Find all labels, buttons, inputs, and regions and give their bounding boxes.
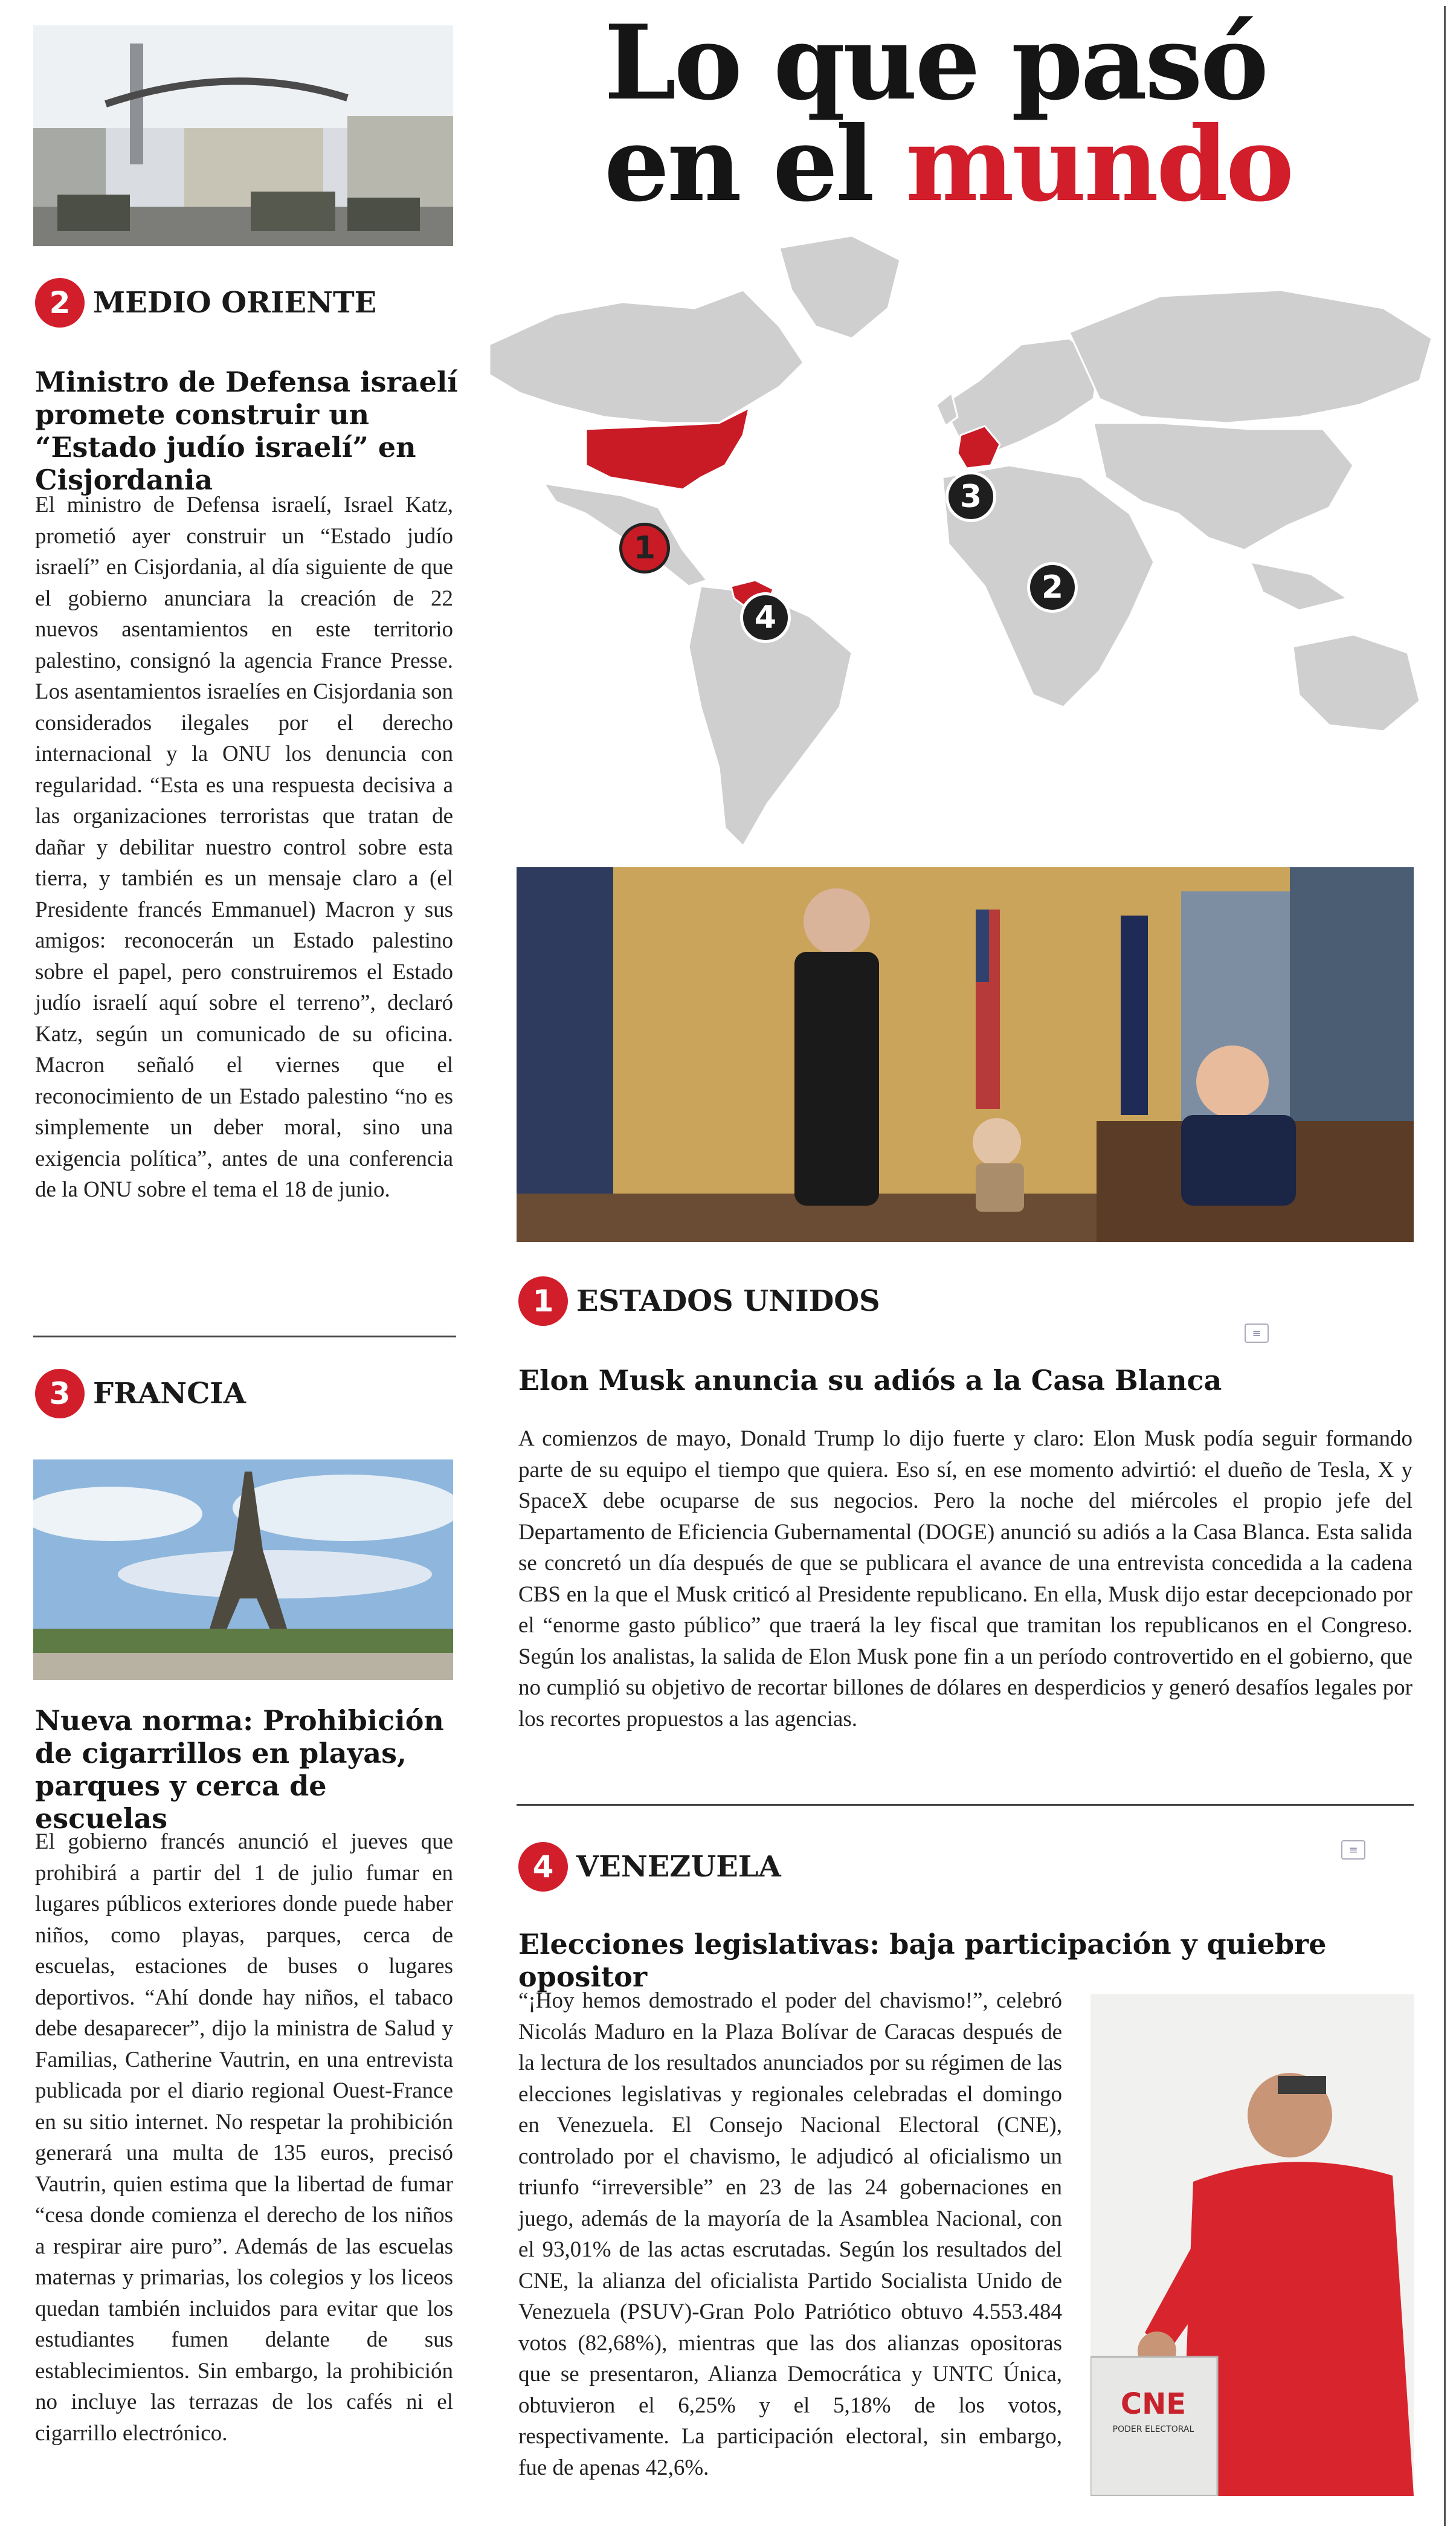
france-title: Nueva norma: Prohibición de cigarrillos en playas, parques y cerca de escuelas [35, 1704, 444, 1835]
middle-east-section-label: MEDIO ORIENTE [93, 286, 377, 320]
map-southeast-asia [1251, 562, 1347, 610]
world-map [465, 224, 1432, 858]
usa-photo [517, 867, 1414, 1242]
map-greenland [779, 236, 900, 338]
venezuela-number-badge: 4 [518, 1842, 568, 1892]
map-marker-1[interactable]: 1 [619, 523, 670, 574]
france-photo [33, 1459, 453, 1680]
usa-body: A comienzos de mayo, Donald Trump lo dijo fuerte y claro: Elon Musk podía seguir formando parte de su equipo el tiempo que quiera. Eso sí, en ese momento advirtió: el dueño de Tesla, X y SpaceX debe ocuparse de sus negocios. Pero la noche del miércoles el propio jefe del Departamento de Eficiencia Gubernamental (DOGE) anunció su adiós a la Casa Blanca. Esta salida se concretó un día después de que se publicara el avance de una entrevista concedida a la cadena CBS en la que el Musk criticó al Presidente republicano. En ella, Musk dijo estar decepcionado por el “enorme gasto público” que traerá la ley fiscal que tramitan los republicanos en el Congreso. Según los analistas, la salida de Elon Musk pone fin a un período controvertido en el gobierno, que no cumplió su objetivo de recortar billones de dólares en desperdicios y generó desafíos legales por los recortes propuestos a las agencias. [518, 1426, 1413, 1731]
usa-section-label: ESTADOS UNIDOS [576, 1284, 880, 1318]
west-bank-street-icon [33, 25, 453, 246]
middle-east-title: Ministro de Defensa israelí promete construir un “Estado judío israelí” en Cisjordania [35, 366, 458, 496]
headline-line-2 [604, 104, 1450, 225]
ballot-box-logo: CNE [1120, 2387, 1187, 2421]
headline-line-1: Lo que pasó [604, 2, 1267, 123]
eiffel-tower-icon [33, 1459, 453, 1680]
headline-highlight: mundo [905, 104, 1292, 225]
france-number-badge: 3 [35, 1369, 85, 1418]
page-right-rule [1444, 6, 1446, 2526]
ballot-box-caption: PODER ELECTORAL [1112, 2425, 1194, 2434]
page-headline [604, 2, 1450, 225]
middle-east-number-badge: 2 [35, 278, 85, 328]
map-marker-4[interactable]: 4 [740, 592, 791, 643]
usa-number-badge: 1 [518, 1276, 568, 1326]
venezuela-section-label: VENEZUELA [576, 1850, 781, 1884]
oval-office-icon [517, 867, 1414, 1242]
left-column-divider [33, 1336, 456, 1337]
map-australia [1293, 635, 1420, 731]
map-north-asia [1069, 290, 1432, 423]
venezuela-note-icon[interactable]: ≡ [1341, 1840, 1365, 1860]
venezuela-body: “¡Hoy hemos demostrado el poder del chavismo!”, celebró Nicolás Maduro en la Plaza Bolívar de Caracas después de la lectura de los resultados anunciados por su régimen de las elecciones legislativas y regionales celebradas el domingo en Venezuela. El Consejo Nacional Electoral (CNE), controlado por el chavismo, le adjudicó al oficialismo un triunfo “irreversible” en 23 de las 24 gobernaciones en juego, además de la mayoría de la Asamblea Nacional, con el 93,01% de las actas escrutadas. Según los resultados del CNE, la alianza del oficialista Partido Socialista Unido de Venezuela (PSUV)-Gran Polo Patriótico obtuvo 4.553.484 votos (82,68%), mientras que las dos alianzas opositoras que se presentaron, Alianza Democrática y UNTC Única, obtuvieron el 6,25% y el 5,18% de los votos, respectivamente. La participación electoral, sin embargo, fue de apenas 42,6%. [518, 1988, 1062, 2480]
venezuela-photo [1090, 1994, 1414, 2496]
venezuela-title: Elecciones legislativas: baja participación y quiebre opositor [518, 1928, 1327, 1993]
usa-title: Elon Musk anuncia su adiós a la Casa Blanca [518, 1364, 1222, 1397]
venezuela-section-header [518, 1842, 781, 1892]
usa-section-header [518, 1276, 880, 1326]
headline-line-2-prefix: en el [604, 104, 906, 225]
france-section-label: FRANCIA [93, 1377, 246, 1411]
france-section-header [35, 1369, 246, 1418]
france-body: El gobierno francés anunció el jueves que prohibirá a partir del 1 de julio fumar en lugares públicos exteriores donde puede haber niños, como playas, parques, cerca de escuelas, estaciones de buses o lugares deportivos. “Ahí donde hay niños, el tabaco debe desaparecer”, dijo la ministra de Salud y Familias, Catherine Vautrin, en una entrevista publicada por el diario regional Ouest-France en su sitio internet. No respetar la prohibición generará una multa de 135 euros, precisó Vautrin, quien estima que la libertad de fumar “cesa donde comienza el derecho de los niños a respirar aire puro”. Además de las escuelas maternas y primarias, los colegios y los liceos quedan también incluidos para evitar que los estudiantes fumen delante de sus establecimientos. Sin embargo, la prohibición no incluye las terrazas de los cafés ni el cigarrillo electrónico. [35, 1829, 453, 2446]
middle-east-body: El ministro de Defensa israelí, Israel Katz, prometió ayer construir un “Estado judío israelí” en Cisjordania, al día siguiente de que el gobierno anunciara la creación de 22 nuevos asentamientos en este territorio palestino, consignó la agencia France Presse. Los asentamientos israelíes en Cisjordania son considerados ilegales por el derecho internacional y la ONU los denuncia con regularidad. “Esta es una respuesta decisiva a las organizaciones terroristas que tratan de dañar y debilitar nuestro control sobre esta tierra, y también es un mensaje claro a (el Presidente francés Emmanuel) Macron y sus amigos: reconocerán un Estado palestino sobre el papel, pero construiremos el Estado judío israelí aquí sobre el terreno”, declaró Katz, según un comunicado de su oficina. Macron señaló el viernes que el reconocimiento de un Estado palestino “no es simplemente un deber moral, sino una exigencia política”, antes de una conferencia de la ONU sobre el tema el 18 de junio. [35, 493, 453, 1202]
usa-note-icon[interactable]: ≡ [1245, 1323, 1269, 1343]
right-column-divider [517, 1804, 1414, 1806]
map-north-america [489, 290, 804, 423]
middle-east-section-header [35, 278, 376, 328]
map-marker-2[interactable]: 2 [1027, 562, 1078, 613]
map-marker-3[interactable]: 3 [945, 471, 996, 522]
middle-east-photo [33, 25, 453, 246]
